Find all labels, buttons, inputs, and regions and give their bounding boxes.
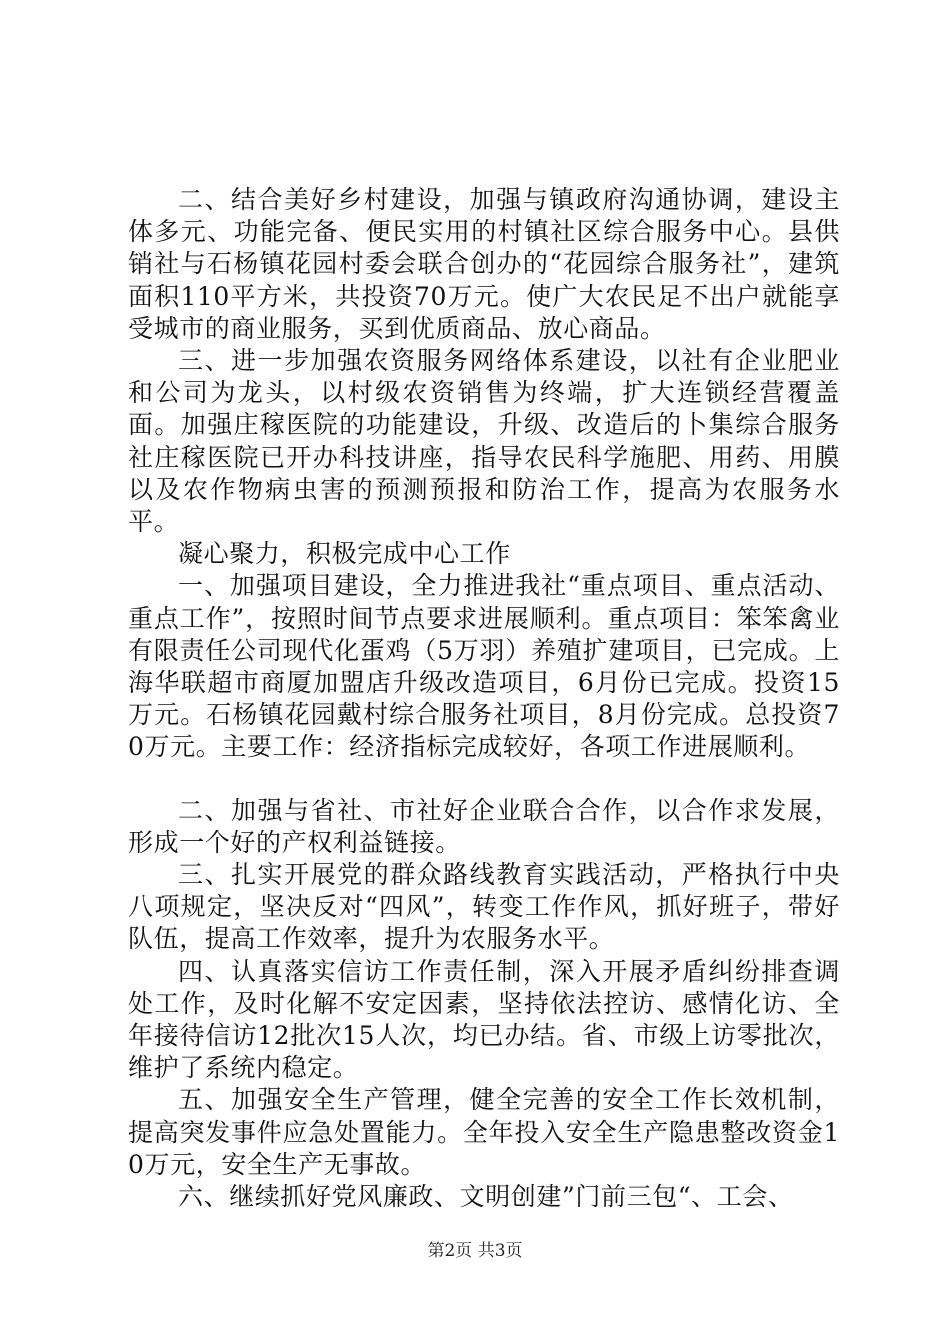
paragraph-cooperation: 二、加强与省社、市社好企业联合合作，以合作求发展，形成一个好的产权利益链接。 bbox=[128, 795, 840, 857]
paragraph-gap bbox=[128, 764, 840, 795]
paragraph-petition-work: 四、认真落实信访工作责任制，深入开展矛盾纠纷排查调处工作，及时化解不安定因素，坚持依法控访、感情化访、全年接待信访12批次15人次，均已办结。省、市级上访零批次，维护了系统内稳定。 bbox=[128, 956, 840, 1083]
paragraph-party-conduct: 六、继续抓好党风廉政、文明创建”门前三包“、工会、 bbox=[178, 1182, 794, 1212]
paragraph-agricultural-network: 三、进一步加强农资服务网络体系建设，以社有企业肥业和公司为龙头，以村级农资销售为终端，扩大连锁经营覆盖面。加强庄稼医院的功能建设，升级、改造后的卜集综合服务社庄稼医院已开办科技讲座，指导农民科学施肥、用药、用膜以及农作物病虫害的预测预报和防治工作，提高为农服务水平。 bbox=[128, 346, 840, 537]
paragraph-project-construction: 一、加强项目建设，全力推进我社“重点项目、重点活动、重点工作”，按照时间节点要求进展顺利。重点项目：笨笨禽业有限责任公司现代化蛋鸡（5万羽）养殖扩建项目，已完成。上海华联超市商厦加盟店升级改造项目，6月份已完成。投资15万元。石杨镇花园戴村综合服务社项目，8月份完成。总投资70万元。主要工作：经济指标完成较好，各项工作进展顺利。 bbox=[128, 571, 840, 762]
section-heading-central-work: 凝心聚力，积极完成中心工作 bbox=[178, 539, 511, 569]
paragraph-mass-line-education: 三、扎实开展党的群众路线教育实践活动，严格执行中央八项规定，坚决反对“四风”，转变工作作风，抓好班子，带好队伍，提高工作效率，提升为农服务水平。 bbox=[128, 860, 840, 954]
paragraph-rural-service-center: 二、结合美好乡村建设，加强与镇政府沟通协调，建设主体多元、功能完备、便民实用的村镇社区综合服务中心。县供销社与石杨镇花园村委会联合创办的“花园综合服务社”，建筑面积110平方米，共投资70万元。使广大农民足不出户就能享受城市的商业服务，买到优质商品、放心商品。 bbox=[128, 185, 840, 343]
page-number-footer: 第2页 共3页 bbox=[427, 1241, 523, 1261]
document-body bbox=[128, 184, 840, 1213]
paragraph-safety-production: 五、加强安全生产管理，健全完善的安全工作长效机制，提高突发事件应急处置能力。全年投入安全生产隐患整改资金10万元，安全生产无事故。 bbox=[128, 1085, 840, 1179]
